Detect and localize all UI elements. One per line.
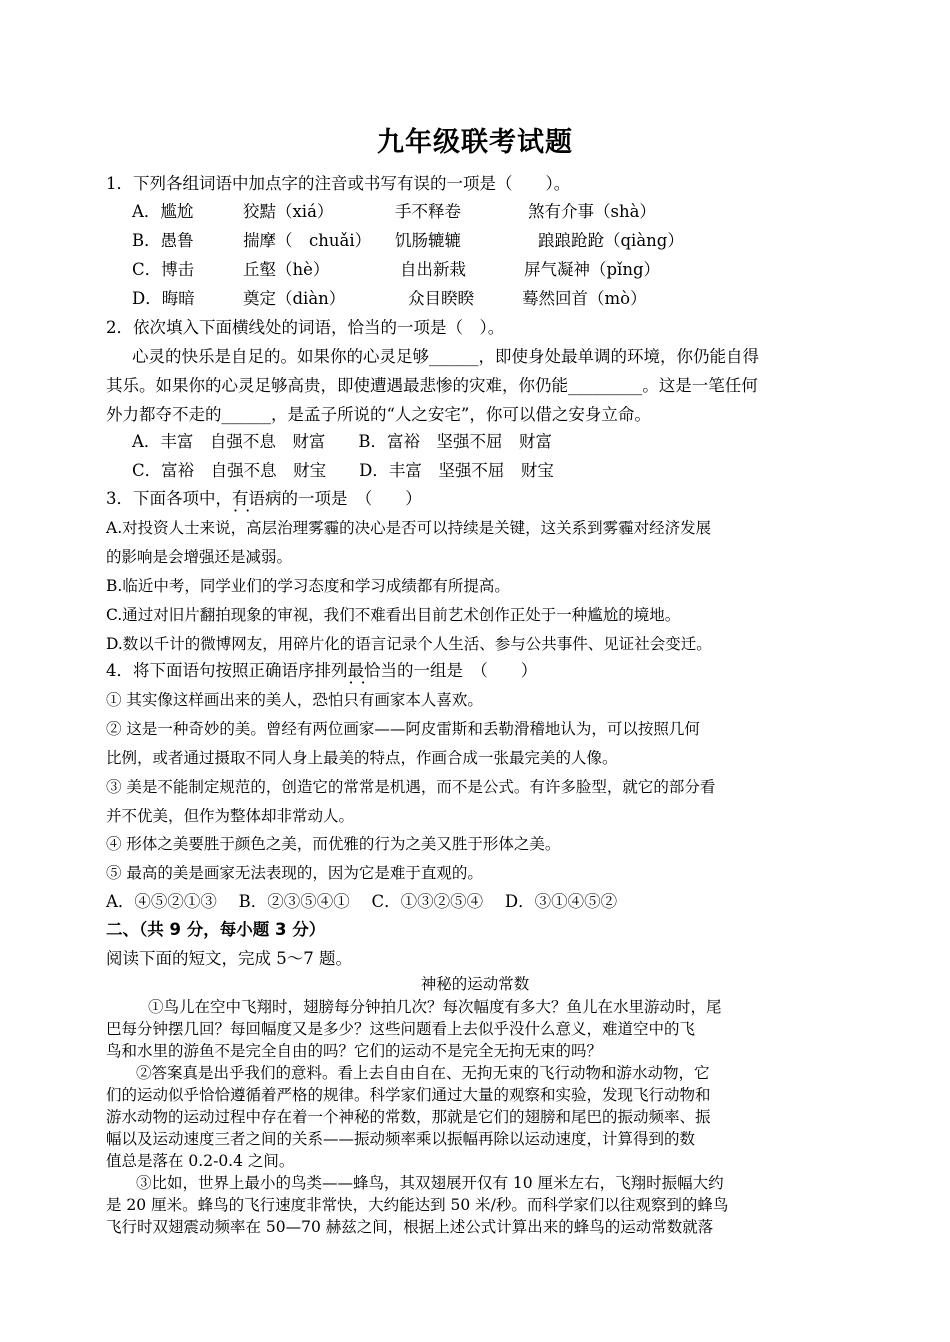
article-p3-line-2: 是 20 厘米。蜂鸟的飞行速度非常快，大约能达到 50 米/秒。而科学家们以往观察到的蜂鸟 bbox=[106, 1196, 729, 1214]
section-2-intro: 阅读下面的短文，完成 5～7 题。 bbox=[106, 949, 352, 968]
q3-stem-post: 的一项是 （ ） bbox=[281, 489, 422, 508]
q2-options-1: A．丰富 自强不息 财富 B．富裕 坚强不屈 财富 bbox=[132, 432, 553, 451]
q3-option-d: D.数以千计的微博网友，用碎片化的语言记录个人生活、参与公共事件、见证社会变迁。 bbox=[106, 635, 712, 653]
q4-sentence-3-line-1: ③ 美是不能制定规范的，创造它的常常是机遇，而不是公式。有许多脸型，就它的部分看 bbox=[106, 778, 716, 796]
q4-options: A．④⑤②①③ B．②③⑤④① C．①③②⑤④ D．③①④⑤② bbox=[106, 892, 618, 911]
q1-b-3: 饥肠辘辘 bbox=[395, 231, 461, 250]
article-p3-line-1: ③比如，世界上最小的鸟类——蜂鸟，其双翅展开仅有 10 厘米左右，飞翔时振幅大约 bbox=[136, 1174, 724, 1192]
q3-stem-emphasis: 有语病 · · bbox=[232, 489, 282, 508]
q3-stem bbox=[106, 488, 850, 510]
q4-sentence-3-line-2: 并不优美，但作为整体却非常动人。 bbox=[106, 807, 355, 825]
q1-a-3: 手不释卷 bbox=[395, 202, 461, 221]
q4-stem-post: 的一组是 （ ） bbox=[397, 661, 538, 680]
q3-option-a-line-2: 的影响是会增强还是减弱。 bbox=[106, 548, 293, 566]
q4-stem bbox=[106, 660, 850, 682]
q1-row-c bbox=[132, 259, 876, 281]
q2-passage-line-2: 其乐。如果你的心灵足够高贵，即使遭遇最悲惨的灾难，你仍能_________。这是一笔任何 bbox=[106, 376, 758, 395]
q4-stem-emphasis: 最恰当 · · bbox=[348, 661, 398, 680]
q1-c-1: C．博击 bbox=[132, 260, 195, 279]
q4-sentence-2-line-1: ② 这是一种奇妙的美。曾经有两位画家——阿皮雷斯和丢勒滑稽地认为，可以按照几何 bbox=[106, 720, 700, 738]
q1-d-4: 蓦然回首（mò） bbox=[522, 289, 647, 308]
q4-sentence-4: ④ 形体之美要胜于颜色之美，而优雅的行为之美又胜于形体之美。 bbox=[106, 835, 561, 853]
q4-stem-pre: 4．将下面语句按照正确语序排列 bbox=[106, 661, 348, 680]
article-p2-line-4: 幅以及运动速度三者之间的关系——振动频率乘以振幅再除以运动速度，计算得到的数 bbox=[106, 1130, 696, 1148]
article-p2-line-1: ②答案真是出乎我们的意料。看上去自由自在、无拘无束的飞行动物和游水动物，它 bbox=[136, 1064, 710, 1082]
q1-c-3: 自出新栽 bbox=[400, 260, 466, 279]
q1-c-4: 屏气凝神（pǐng） bbox=[524, 260, 661, 279]
section-2-heading: 二、（共 9 分，每小题 3 分） bbox=[106, 920, 326, 939]
q1-d-2: 奠定（diàn） bbox=[243, 289, 346, 308]
q2-stem: 2．依次填入下面横线处的词语，恰当的一项是（ ）。 bbox=[106, 318, 505, 337]
article-p1-line-3: 鸟和水里的游鱼不是完全自由的吗？它们的运动不是完全无拘无束的吗？ bbox=[106, 1042, 603, 1060]
q1-row-d bbox=[132, 288, 876, 310]
q1-b-1: B．愚鲁 bbox=[132, 231, 194, 250]
q3-option-a-line-1: A.对投资人士来说，高层治理雾霾的决心是否可以持续是关键，这关系到雾霾对经济发展 bbox=[106, 519, 712, 537]
q1-row-a bbox=[132, 201, 876, 223]
q1-c-2: 丘壑（hè） bbox=[243, 260, 330, 279]
q1-b-2: 揣摩（ chuǎi） bbox=[243, 231, 372, 250]
q1-stem: 1．下列各组词语中加点字的注音或书写有误的一项是（ ）。 bbox=[106, 174, 571, 193]
article-p2-line-2: 们的运动似乎恰恰遵循着严格的规律。科学家们通过大量的观察和实验，发现飞行动物和 bbox=[106, 1086, 711, 1104]
article-title: 神秘的运动常数 bbox=[420, 975, 530, 993]
q4-sentence-5: ⑤ 最高的美是画家无法表现的，因为它是难于直观的。 bbox=[106, 864, 483, 882]
q1-a-4: 煞有介事（shà） bbox=[528, 202, 656, 221]
q1-d-3: 众目睽睽 bbox=[408, 289, 474, 308]
q4-sentence-2-line-2: 比例，或者通过摄取不同人身上最美的特点，作画合成一张最完美的人像。 bbox=[106, 749, 618, 767]
q3-option-c: C.通过对旧片翻拍现象的审视，我们不难看出目前艺术创作正处于一种尴尬的境地。 bbox=[106, 606, 681, 624]
q2-passage-line-3: 外力都夺不走的______，是孟子所说的“人之安宅”，你可以借之安身立命。 bbox=[106, 405, 651, 424]
q1-a-1: A．尴尬 bbox=[132, 202, 194, 221]
q1-b-4: 踉踉跄跄（qiàng） bbox=[538, 231, 684, 250]
article-p3-line-3: 飞行时双翅震动频率在 50—70 赫兹之间，根据上述公式计算出来的蜂鸟的运动常数就落 bbox=[106, 1218, 714, 1236]
q1-d-1: D．晦暗 bbox=[132, 289, 195, 308]
article-p2-line-5: 值总是落在 0.2-0.4 之间。 bbox=[106, 1152, 295, 1170]
q3-option-b: B.临近中考，同学业们的学习态度和学习成绩都有所提高。 bbox=[106, 577, 510, 595]
q2-passage-line-1: 心灵的快乐是自足的。如果你的心灵足够______，即使身处最单调的环境，你仍能自得 bbox=[132, 347, 759, 366]
page-title: 九年级联考试题 bbox=[377, 127, 573, 158]
article-p1-line-2: 巴每分钟摆几回？每回幅度又是多少？这些问题看上去似乎没什么意义，难道空中的飞 bbox=[106, 1020, 696, 1038]
q1-row-b bbox=[132, 230, 876, 252]
q1-a-2: 狡黠（xiá） bbox=[243, 202, 334, 221]
q4-sentence-1: ① 其实像这样画出来的美人，恐怕只有画家本人喜欢。 bbox=[106, 691, 483, 709]
article-p1-line-1: ①鸟儿在空中飞翔时，翅膀每分钟拍几次？每次幅度有多大？鱼儿在水里游动时，尾 bbox=[148, 998, 722, 1016]
q3-stem-pre: 3．下面各项中， bbox=[106, 489, 232, 508]
article-p2-line-3: 游水动物的运动过程中存在着一个神秘的常数，那就是它们的翅膀和尾巴的振动频率、振 bbox=[106, 1108, 711, 1126]
q2-options-2: C．富裕 自强不息 财宝 D．丰富 坚强不屈 财宝 bbox=[132, 461, 554, 480]
